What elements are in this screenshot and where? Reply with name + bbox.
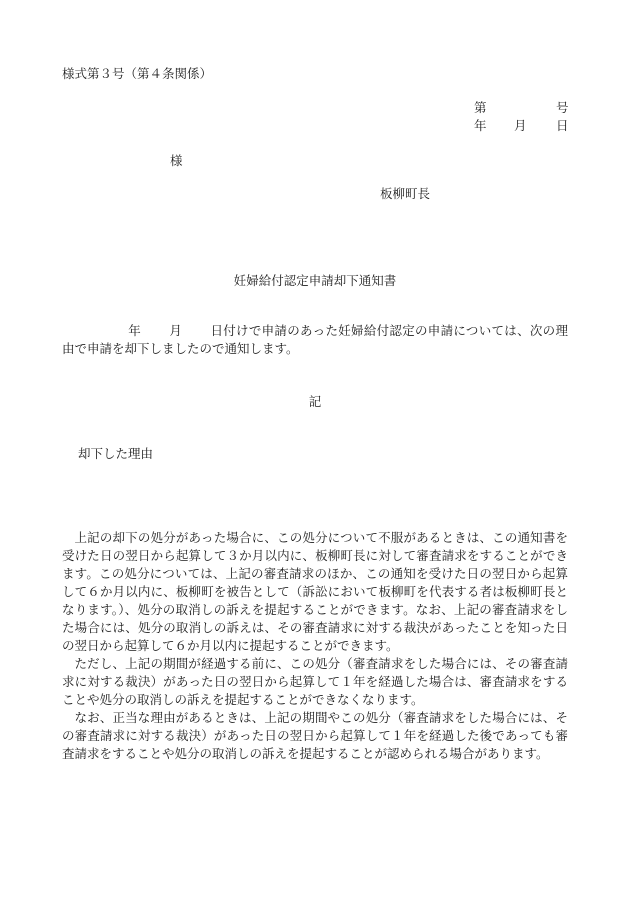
number-suffix: 号	[556, 100, 569, 115]
document-title: 妊婦給付認定申請却下通知書	[233, 273, 397, 288]
intro-month: 月	[169, 323, 183, 338]
notice-paragraph: ただし、上記の期間が経過する前に、この処分（審査請求をした場合には、その審査請求に対する裁決）があった日の翌日から起算して１年を経過した場合は、審査請求をすることや処分の取消しの訴えを提起することができなくなります。	[62, 656, 568, 707]
date-year: 年	[474, 118, 487, 133]
intro-year: 年	[128, 323, 142, 338]
date-month: 月	[514, 118, 527, 133]
reason-label: 却下した理由	[78, 446, 154, 461]
intro-text: 日付けで申請のあった妊婦給付認定の申請については、次の理由で申請を却下しましたので通知します。	[62, 323, 568, 356]
ki-heading: 記	[308, 394, 322, 409]
addressee-honorific: 様	[170, 153, 183, 168]
form-number: 様式第３号（第４条関係）	[62, 66, 213, 81]
intro-paragraph	[62, 322, 568, 358]
notice-paragraph: 上記の却下の処分があった場合に、この処分について不服があるときは、この通知書を受けた日の翌日から起算して３か月以内に、板柳町長に対して審査請求をすることができます。この処分については、上記の審査請求のほか、この通知を受けた日の翌日から起算して６か月以内に、板柳町を被告として（訴訟において板柳町を代表する者は板柳町長となります。）、処分の取消しの訴えを提起することができます。なお、上記の審査請求をした場合には、処分の取消しの訴えは、その審査請求に対する裁決があったことを知った日の翌日から起算して６か月以内に提起することができます。	[62, 530, 568, 653]
date-day: 日	[556, 118, 569, 133]
number-prefix: 第	[474, 100, 487, 115]
notice-paragraph: なお、正当な理由があるときは、上記の期間やこの処分（審査請求をした場合には、その審査請求に対する裁決）があった日の翌日から起算して１年を経過した後であっても審査請求をすることや処分の取消しの訴えを提起することが認められる場合があります。	[62, 710, 568, 761]
appeal-notice	[62, 529, 568, 763]
issuer-name: 板柳町長	[380, 186, 431, 201]
